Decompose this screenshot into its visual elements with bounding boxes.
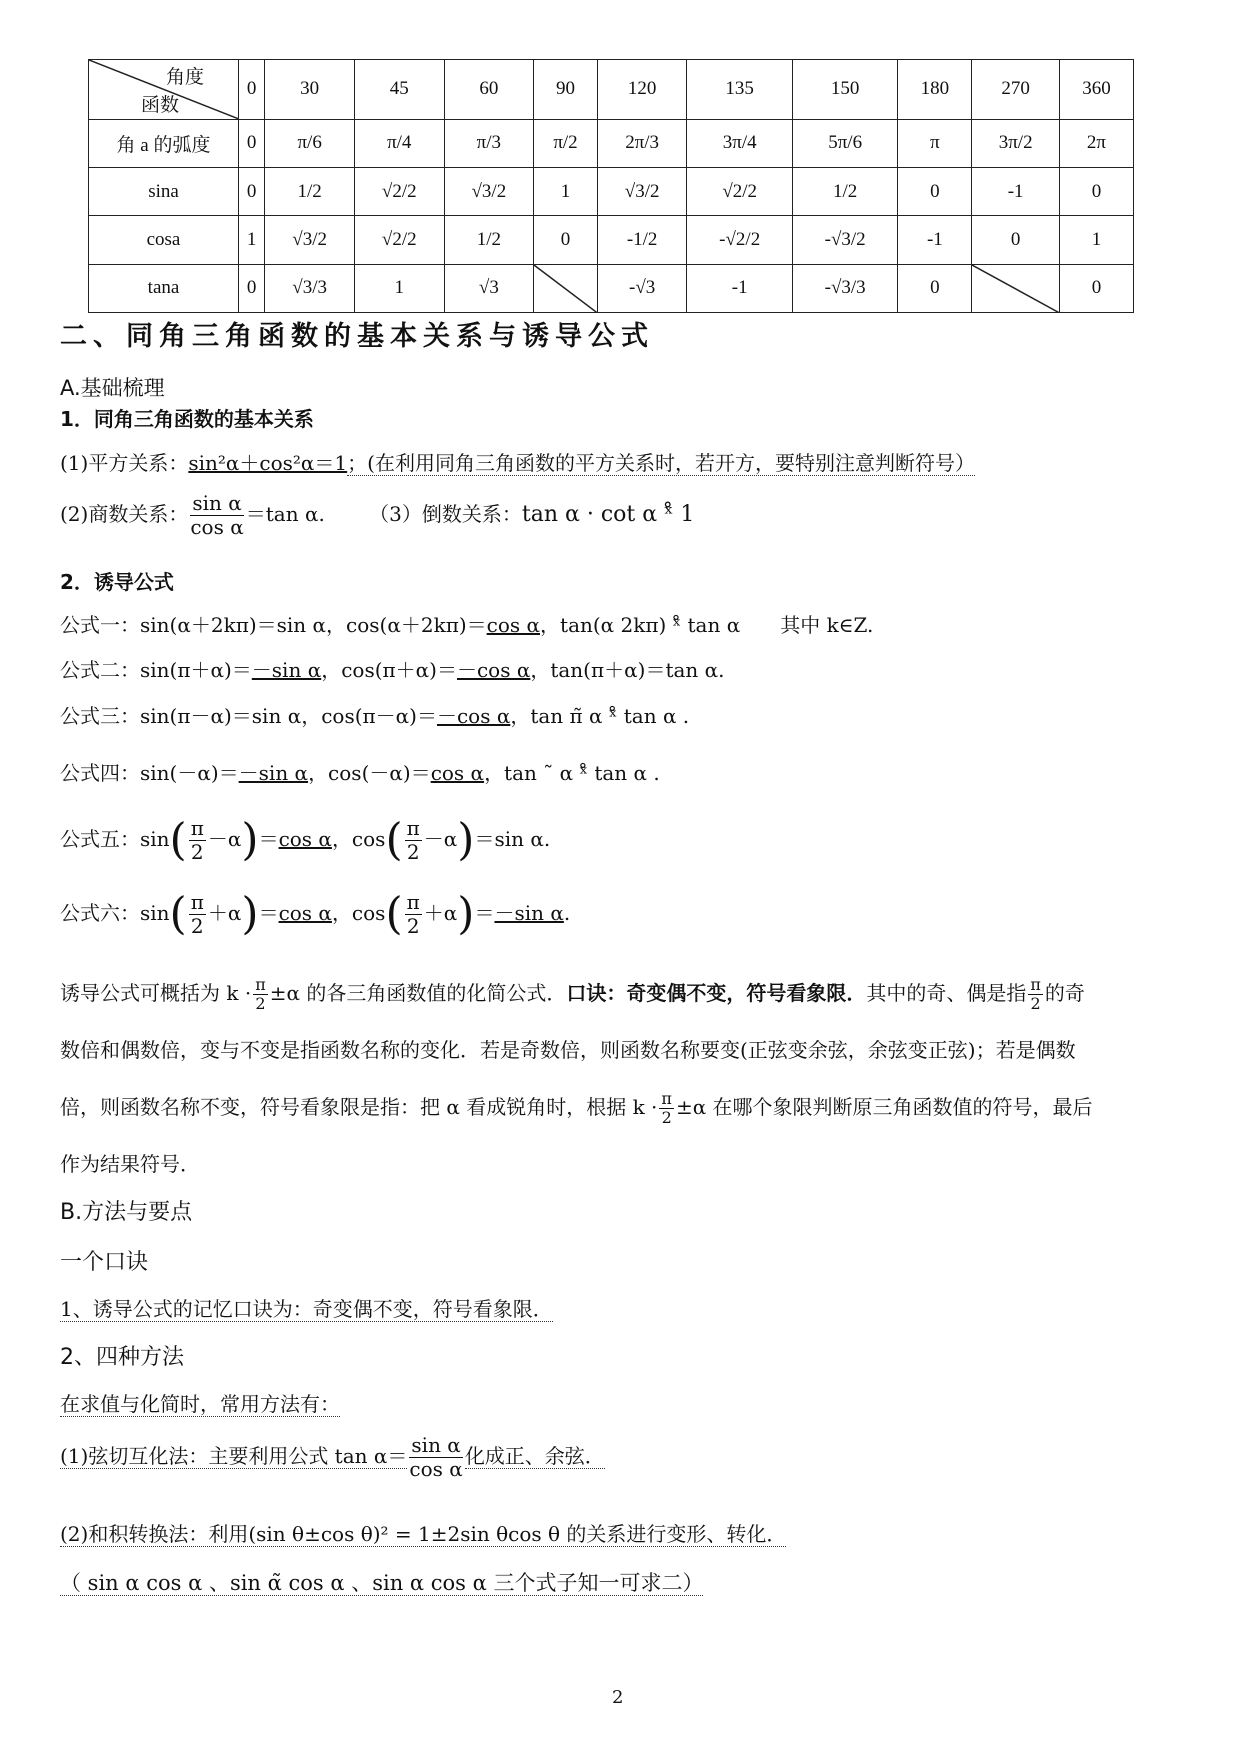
right-paren: ) [241, 814, 259, 866]
undefined-diagonal [972, 265, 1059, 312]
formula-text: sin(－α)＝ [140, 761, 239, 785]
table-cell: 3π/4 [687, 119, 792, 167]
pi-over-two [405, 817, 422, 864]
fraction-denominator: 2 [661, 1108, 672, 1127]
angle-header: 270 [972, 60, 1060, 120]
angle-header: 360 [1059, 60, 1133, 120]
angle-header: 0 [239, 60, 265, 120]
angle-header: 45 [354, 60, 444, 120]
table-cell: 1/2 [792, 167, 897, 215]
table-cell: √2/2 [687, 167, 792, 215]
undefined-cell [534, 264, 598, 312]
fraction-numerator: π [1030, 974, 1041, 994]
fraction-denominator: cos α [190, 515, 244, 539]
table-cell: π/2 [534, 119, 598, 167]
fraction-numerator: π [190, 890, 204, 914]
formula-text: ，cos [331, 901, 386, 925]
formula-answer: －sin α [494, 901, 564, 925]
angle-header: 90 [534, 60, 598, 120]
formula-one [60, 609, 873, 638]
relation-label: （3）倒数关系： [369, 502, 522, 526]
square-relation [60, 447, 975, 476]
angle-header: 135 [687, 60, 792, 120]
table-cell: π/6 [265, 119, 355, 167]
table-cell: √3/2 [444, 167, 534, 215]
table-cell: 2π/3 [597, 119, 687, 167]
table-cell: √3/2 [265, 216, 355, 264]
formula-label: 公式一： [60, 613, 140, 637]
table-cell: -√3/2 [792, 216, 897, 264]
section-a-title: A.基础梳理 [60, 376, 165, 400]
fraction-denominator: cos α [409, 1457, 463, 1481]
formula-text: ，tan ˜ α ˣ̊ tan α . [484, 761, 660, 785]
table-cell: 5π/6 [792, 119, 897, 167]
formula-text: －α [207, 827, 242, 851]
formula-text: sin(π－α)＝sin α，cos(π－α)＝ [140, 704, 437, 728]
summary-text: ±α 的各三角函数值的化简公式． [269, 981, 567, 1005]
fraction-numerator: π [406, 816, 420, 840]
formula-text: ，cos(π＋α)＝ [321, 658, 457, 682]
fraction-denominator: 2 [255, 994, 266, 1013]
formula-label: 公式四： [60, 761, 140, 785]
relation-label: (2)商数关系： [60, 502, 189, 526]
table-cell: 1/2 [265, 167, 355, 215]
method-text: 化成正、余弦． [464, 1444, 605, 1468]
angle-header: 180 [898, 60, 972, 120]
relation-formula: sin²α＋cos²α＝1 [188, 451, 348, 475]
left-paren: ( [169, 814, 187, 866]
section-b-title: B.方法与要点 [60, 1200, 193, 1225]
formula-three [60, 700, 689, 729]
formula-text: ＋α [207, 901, 242, 925]
fraction-denominator: 2 [190, 840, 204, 864]
table-cell: -√2/2 [687, 216, 792, 264]
formula-answer: －cos α [456, 658, 531, 682]
table-cell: √3/2 [597, 167, 687, 215]
formula-answer: cos α [486, 613, 541, 637]
formula-text: sin(π＋α)＝ [140, 658, 252, 682]
fraction-numerator: π [661, 1088, 672, 1108]
pi-over-two [405, 891, 422, 938]
table-row-sin [89, 167, 1134, 215]
corner-label-function: 函数 [141, 94, 180, 116]
row-head: tana [89, 264, 239, 312]
method-text: (2)和积转换法：利用(sin θ±cos θ)² = 1±2sin θcos θ 的关系进行变形、转化． [60, 1522, 787, 1546]
table-cell: 0 [1059, 167, 1133, 215]
table-cell: 0 [972, 216, 1060, 264]
pi-over-two [253, 976, 268, 1014]
table-cell: 1 [1059, 216, 1133, 264]
fraction-numerator: sin α [192, 491, 242, 515]
reciprocal-formula: tan α · cot α ˣ̊ 1 [521, 502, 695, 527]
formula-text: ＝ [258, 901, 279, 925]
table-cell: 0 [898, 167, 972, 215]
method-text: （ sin α cos α 、sin α̃ cos α 、sin α cos α 三个式子知一可求二） [60, 1571, 704, 1595]
formula-text: sin [140, 901, 170, 925]
table-cell: 3π/2 [972, 119, 1060, 167]
methods-intro-text: 在求值与化简时，常用方法有： [60, 1392, 340, 1416]
fraction-denominator: 2 [1030, 994, 1041, 1013]
formula-text: ，cos [331, 827, 386, 851]
summary-text: 作为结果符号． [60, 1152, 200, 1176]
mnemonic-bold: 口诀：奇变偶不变，符号看象限． [566, 981, 867, 1005]
table-cell: π/3 [444, 119, 534, 167]
table-corner-cell [89, 60, 239, 120]
section-heading: 二、同角三角函数的基本关系与诱导公式 [60, 321, 654, 352]
method-2 [60, 1518, 786, 1547]
one-rhyme-title: 一个口诀 [60, 1250, 149, 1275]
formula-six [60, 888, 571, 940]
formula-answer: cos α [278, 901, 332, 925]
formula-label: 公式六： [60, 901, 140, 925]
undefined-diagonal [534, 265, 597, 312]
summary-text: 的奇 [1044, 981, 1085, 1005]
formula-answer: －cos α [436, 704, 511, 728]
subsection-title: 1．同角三角函数的基本关系 [60, 407, 314, 431]
formula-text: ，tan(π＋α)＝tan α. [530, 658, 725, 682]
left-paren: ( [385, 814, 403, 866]
formula-answer: －sin α [251, 658, 322, 682]
table-cell: -1 [972, 167, 1060, 215]
rhyme-line [60, 1293, 553, 1322]
table-cell: 0 [239, 264, 265, 312]
right-paren: ) [457, 888, 475, 940]
formula-answer: cos α [278, 827, 332, 851]
summary-text: 诱导公式可概括为 k · [60, 981, 252, 1005]
angle-header: 60 [444, 60, 534, 120]
table-cell: π [898, 119, 972, 167]
formula-text: ＝ [258, 827, 279, 851]
angle-header: 150 [792, 60, 897, 120]
table-cell: -1 [687, 264, 792, 312]
method-3 [60, 1567, 703, 1597]
summary-text: ±α 在哪个象限判断原三角函数值的符号，最后 [675, 1095, 1093, 1119]
formula-text: ＋α [423, 901, 458, 925]
left-paren: ( [385, 888, 403, 940]
table-cell: √2/2 [354, 167, 444, 215]
table-row-cos [89, 216, 1134, 264]
fraction-numerator: π [255, 974, 266, 994]
trig-value-table [88, 59, 1134, 313]
undefined-cell [972, 264, 1060, 312]
table-cell: 0 [534, 216, 598, 264]
summary-paragraph [60, 965, 1185, 1193]
table-cell: -1 [898, 216, 972, 264]
summary-text: 数倍和偶数倍，变与不变是指函数名称的变化．若是奇数倍，则函数名称要变(正弦变余弦，余弦变正弦)；若是偶数 [60, 1038, 1076, 1062]
right-paren: ) [457, 814, 475, 866]
subsection-title: 2．诱导公式 [60, 570, 174, 594]
table-cell: -1/2 [597, 216, 687, 264]
quotient-relation [60, 492, 694, 539]
formula-label: 公式二： [60, 658, 140, 682]
table-cell: 0 [239, 119, 265, 167]
table-cell: 1/2 [444, 216, 534, 264]
formula-text: ，tan π̃ α ˣ̊ tan α . [510, 704, 690, 728]
formula-text: 其中 k∈Z. [780, 613, 874, 637]
table-row-radian [89, 119, 1134, 167]
quotient-fraction [190, 492, 243, 539]
right-paren: ) [241, 888, 259, 940]
table-cell: -√3/3 [792, 264, 897, 312]
method-1 [60, 1434, 605, 1481]
formula-answer: cos α [430, 761, 485, 785]
formula-text: ＝sin α. [474, 827, 551, 851]
table-cell: √3 [444, 264, 534, 312]
table-cell: √2/2 [354, 216, 444, 264]
table-cell: 1 [239, 216, 265, 264]
angle-header: 30 [265, 60, 355, 120]
table-cell: 2π [1059, 119, 1133, 167]
pi-over-two [189, 817, 206, 864]
fraction-numerator: sin α [411, 1433, 461, 1457]
tan-fraction [409, 1434, 462, 1481]
fraction-denominator: 2 [406, 840, 420, 864]
formula-text: ，tan(α 2kπ) ˣ̊ tan α [540, 613, 741, 637]
four-methods-title: 2、四种方法 [60, 1345, 184, 1370]
summary-text: 倍，则函数名称不变，符号看象限是指：把 α 看成锐角时，根据 k · [60, 1095, 658, 1119]
formula-text: sin(α＋2kπ)＝sin α，cos(α＋2kπ)＝ [140, 613, 487, 637]
formula-text: sin [140, 827, 170, 851]
fraction-numerator: π [190, 816, 204, 840]
fraction-denominator: 2 [190, 914, 204, 938]
relation-rhs: ＝tan α. [245, 502, 325, 526]
row-head: cosa [89, 216, 239, 264]
formula-label: 公式五： [60, 827, 140, 851]
table-cell: π/4 [354, 119, 444, 167]
pi-over-two [189, 891, 206, 938]
formula-label: 公式三： [60, 704, 140, 728]
left-paren: ( [169, 888, 187, 940]
table-cell: 0 [239, 167, 265, 215]
page-number: 2 [612, 1687, 624, 1708]
formula-five [60, 814, 551, 866]
fraction-denominator: 2 [406, 914, 420, 938]
methods-intro [60, 1388, 340, 1417]
formula-four [60, 757, 660, 786]
formula-text: －α [423, 827, 458, 851]
angle-header: 120 [597, 60, 687, 120]
formula-two [60, 654, 725, 683]
table-cell: 1 [534, 167, 598, 215]
summary-text: 其中的奇、偶是指 [866, 981, 1027, 1005]
table-cell: 0 [1059, 264, 1133, 312]
method-text: (1)弦切互化法：主要利用公式 tan α＝ [60, 1444, 408, 1468]
fraction-numerator: π [406, 890, 420, 914]
relation-note: ；(在利用同角三角函数的平方关系时，若开方，要特别注意判断符号） [347, 451, 975, 475]
rhyme-text: 1、诱导公式的记忆口诀为：奇变偶不变，符号看象限． [60, 1297, 553, 1321]
table-cell: 1 [354, 264, 444, 312]
table-cell: 0 [898, 264, 972, 312]
row-head: sina [89, 167, 239, 215]
pi-over-two [1028, 976, 1043, 1014]
formula-text: ＝ [474, 901, 495, 925]
table-row-tan [89, 264, 1134, 312]
formula-text: . [563, 901, 571, 925]
formula-text: ，cos(－α)＝ [308, 761, 431, 785]
table-cell: -√3 [597, 264, 687, 312]
relation-label: (1)平方关系： [60, 451, 189, 475]
table-cell: √3/3 [265, 264, 355, 312]
corner-label-angle: 角度 [165, 67, 204, 88]
pi-over-two [659, 1090, 674, 1128]
row-head: 角 a 的弧度 [89, 119, 239, 167]
formula-answer: －sin α [238, 761, 309, 785]
